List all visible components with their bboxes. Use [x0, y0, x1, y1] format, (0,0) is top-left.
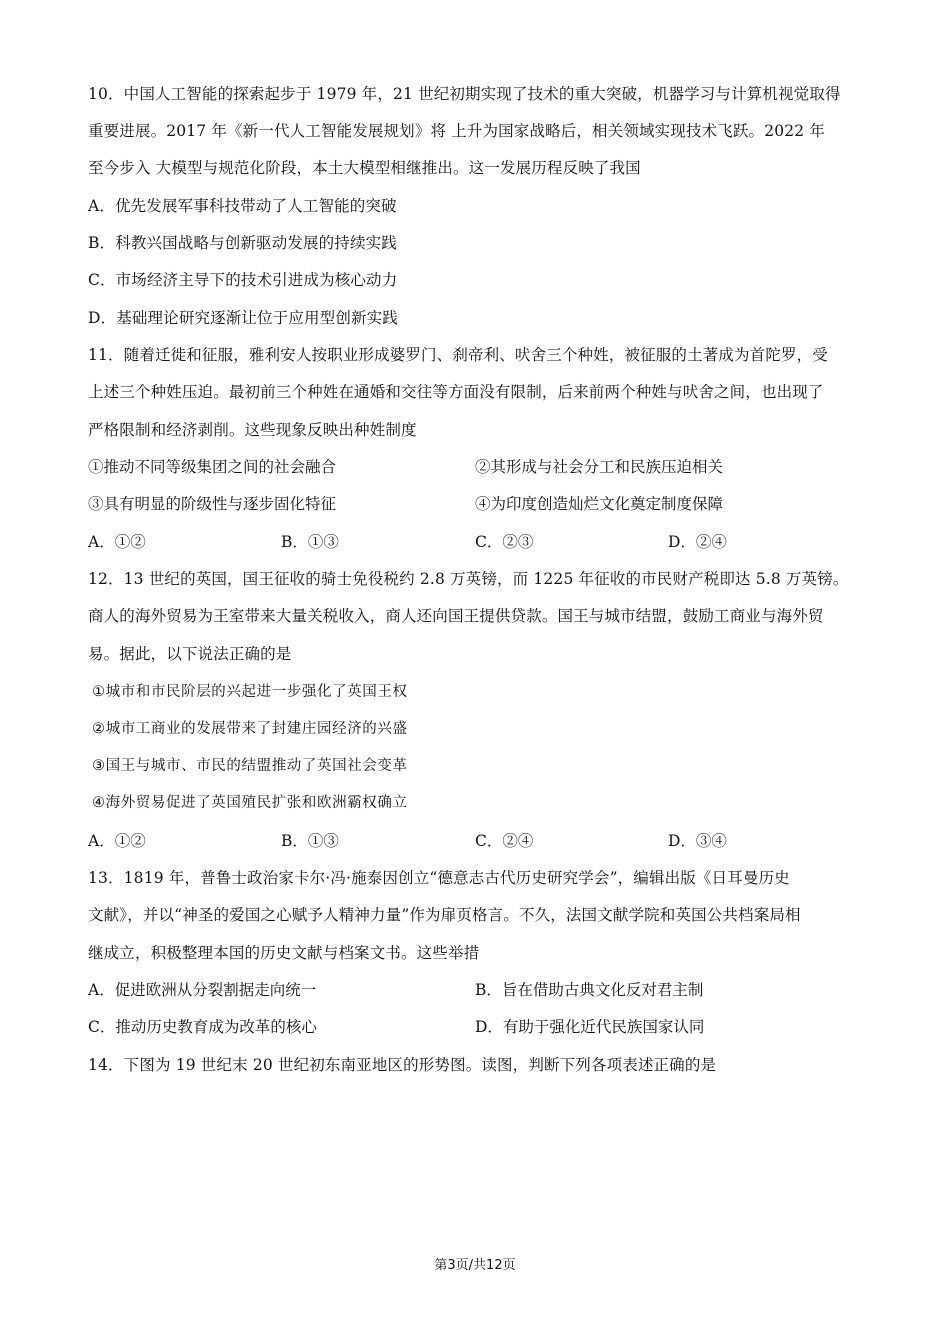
q12-option-d: D．③④	[668, 832, 727, 850]
q13-stem-line-1: 13．1819 年，普鲁士政治家卡尔·冯·施泰因创立“德意志古代历史研究学会”，编辑出版《日耳曼历史	[88, 869, 790, 887]
q12-option-a: A．①②	[88, 832, 146, 850]
q12-statement-3: ③国王与城市、市民的结盟推动了英国社会变革	[92, 758, 408, 774]
q13-stem-line-3: 继成立，积极整理本国的历史文献与档案文书。这些举措	[88, 944, 480, 962]
q11-statement-3: ③具有明显的阶级性与逐步固化特征	[88, 495, 337, 513]
q10-stem-line-1: 10．中国人工智能的探索起步于 1979 年，21 世纪初期实现了技术的重大突破，机器学习与计算机视觉取得	[88, 85, 841, 103]
q11-statement-1: ①推动不同等级集团之间的社会融合	[88, 458, 337, 476]
q11-option-d: D．②④	[668, 533, 727, 551]
q11-stem-line-2: 上述三个种姓压迫。最初前三个种姓在通婚和交往等方面没有限制，后来前两个种姓与吠舍之间，也出现了	[88, 383, 824, 401]
q10-option-a: A．优先发展军事科技带动了人工智能的突破	[88, 197, 397, 215]
q11-statement-2: ②其形成与社会分工和民族压迫相关	[475, 458, 724, 476]
q11-option-c: C．②③	[475, 533, 534, 551]
q13-stem-line-2: 文献》，并以“神圣的爱国之心赋予人精神力量”作为扉页格言。不久，法国文献学院和英国公共档案局相	[88, 906, 801, 924]
q13-option-d: D．有助于强化近代民族国家认同	[475, 1018, 705, 1036]
q12-stem-line-1: 12．13 世纪的英国，国王征收的骑士免役税约 2.8 万英镑，而 1225 年征收的市民财产税即达 5.8 万英镑。	[88, 570, 849, 588]
q11-stem-line-3: 严格限制和经济剥削。这些现象反映出种姓制度	[88, 421, 417, 439]
q13-option-a: A．促进欧洲从分裂割据走向统一	[88, 981, 317, 999]
q12-statement-4: ④海外贸易促进了英国殖民扩张和欧洲霸权确立	[92, 795, 408, 811]
q12-stem-line-3: 易。据此，以下说法正确的是	[88, 645, 292, 663]
page-footer: 第3页/共12页	[434, 1258, 516, 1273]
q12-statement-1: ①城市和市民阶层的兴起进一步强化了英国王权	[92, 684, 408, 700]
q12-statement-2: ②城市工商业的发展带来了封建庄园经济的兴盛	[92, 721, 408, 737]
q10-option-d: D．基础理论研究逐渐让位于应用型创新实践	[88, 309, 398, 327]
q12-option-b: B．①③	[281, 832, 339, 850]
q10-stem-line-2: 重要进展。2017 年《新一代人工智能发展规划》将 上升为国家战略后，相关领域实现技术飞跃。2022 年	[88, 122, 825, 140]
q11-statement-4: ④为印度创造灿烂文化奠定制度保障	[475, 495, 724, 513]
q10-option-c: C．市场经济主导下的技术引进成为核心动力	[88, 271, 398, 289]
q11-option-b: B．①③	[281, 533, 339, 551]
q10-option-b: B．科教兴国战略与创新驱动发展的持续实践	[88, 234, 397, 252]
q13-option-c: C．推动历史教育成为改革的核心	[88, 1018, 317, 1036]
q11-stem-line-1: 11．随着迁徙和征服，雅利安人按职业形成婆罗门、刹帝利、吠舍三个种姓，被征服的土著成为首陀罗，受	[88, 346, 828, 364]
q10-stem-line-3: 至今步入 大模型与规范化阶段，本土大模型相继推出。这一发展历程反映了我国	[88, 159, 641, 177]
q12-option-c: C．②④	[475, 832, 534, 850]
q11-option-a: A．①②	[88, 533, 146, 551]
q12-stem-line-2: 商人的海外贸易为王室带来大量关税收入，商人还向国王提供贷款。国王与城市结盟，鼓励工商业与海外贸	[88, 607, 824, 625]
q13-option-b: B．旨在借助古典文化反对君主制	[475, 981, 704, 999]
q14-stem-line-1: 14．下图为 19 世纪末 20 世纪初东南亚地区的形势图。读图，判断下列各项表述正确的是	[88, 1056, 717, 1074]
